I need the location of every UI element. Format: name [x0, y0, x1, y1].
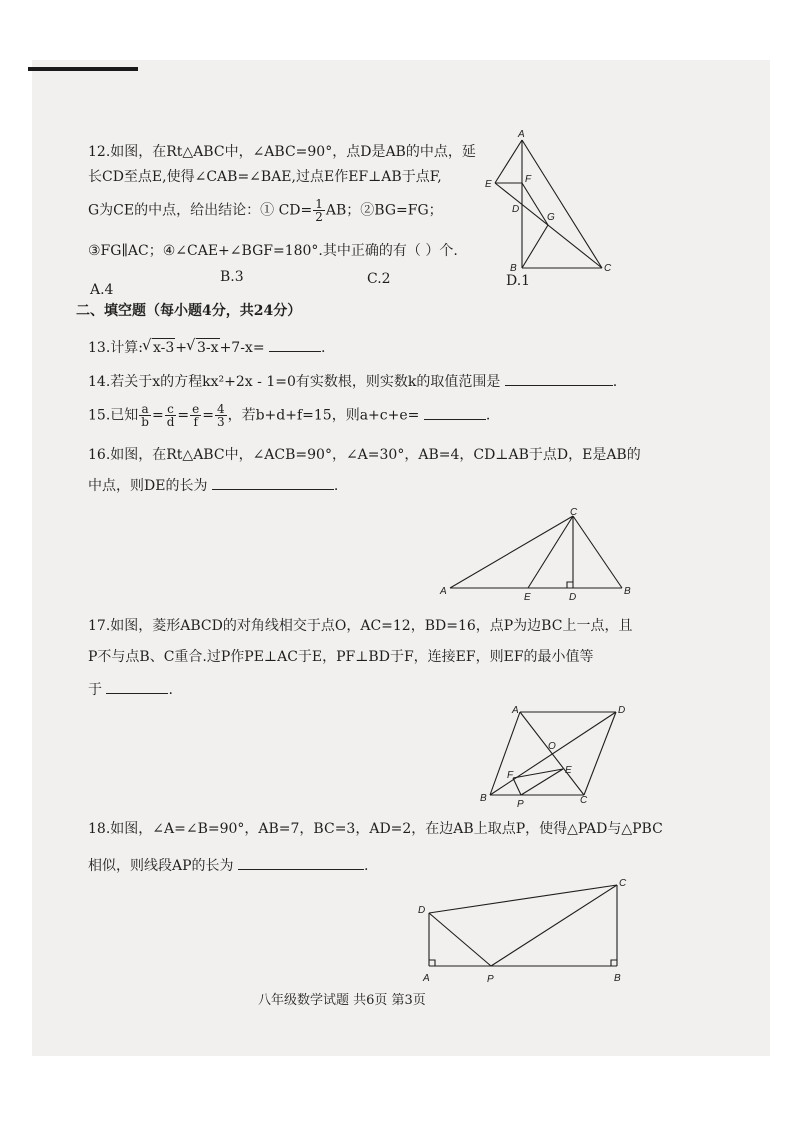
q18-answer-blank[interactable] — [238, 856, 364, 870]
q15-eq-2: = — [177, 407, 190, 424]
q16-line1: 16.如图，在Rt△ABC中，∠ACB=90°，∠A=30°，AB=4，CD⊥AB于点D，E是AB的 — [88, 447, 641, 463]
q15-frac-ef-num: e — [192, 402, 200, 416]
q15-frac-ef — [190, 403, 201, 428]
q12-line3-b: AB；②BG=FG； — [325, 202, 443, 219]
q17-label-c: C — [580, 795, 588, 806]
q18-line1: 18.如图，∠A=∠B=90°，AB=7，BC=3，AD=2，在边AB上取点P，使得△PAD与△PBC — [88, 821, 663, 837]
q12-label-g: G — [547, 212, 555, 223]
q13-radical-2: √ 3-x — [196, 338, 220, 357]
q15-eq-3: = — [202, 407, 214, 424]
q17-line2: P不与点B、C重合.过P作PE⊥AC于E，PF⊥BD于F，连接EF，则EF的最小值等 — [88, 649, 594, 665]
q17-label-d: D — [618, 705, 626, 716]
q15-frac-cd-num: c — [165, 403, 177, 416]
q12-option-d[interactable]: D.1 — [506, 273, 531, 289]
q18-label-d: D — [418, 905, 426, 916]
q17-figure — [478, 703, 638, 809]
q18-line2-text: 相似，则线段AP的长为 — [88, 858, 234, 874]
q12-option-c[interactable]: C.2 — [367, 271, 391, 287]
q12-line3 — [88, 198, 443, 223]
q12-label-e: E — [485, 179, 492, 190]
q15-frac-ab-den: b — [141, 415, 149, 429]
q15-line: 15.已知 $\frac{a}{b}$ = $\frac{c}{d}$ = $\frac{e}{f}$ = $\frac{4}{3}$ ，若b+d+f=15，则a+c+e= . — [88, 402, 491, 429]
section-title: 二、填空题（每小题4分，共24分） — [76, 303, 302, 319]
q12-option-b[interactable]: B.3 — [220, 269, 244, 285]
q12-figure — [480, 128, 620, 278]
q17-label-f: F — [507, 770, 514, 781]
q16-line2: 中点，则DE的长为 . — [88, 478, 339, 494]
q12-line2: 长CD至点E,使得∠CAB=∠BAE,过点E作EF⊥AB于点F, — [88, 169, 442, 185]
q18-line2: 相似，则线段AP的长为 . — [88, 858, 369, 874]
q12-seg-bg — [522, 225, 548, 268]
q16-line2-text: 中点，则DE的长为 — [88, 478, 208, 494]
q15-suffix: ，若b+d+f=15，则a+c+e= — [227, 407, 420, 424]
q16-seg-bc — [573, 516, 622, 588]
q17-label-e: E — [565, 765, 572, 776]
q12-line4: ③FG∥AC；④∠CAE+∠BGF=180°.其中正确的有（ ）个. — [88, 243, 458, 259]
q18-seg-dp — [429, 913, 491, 966]
q15-eq-1: = — [151, 407, 164, 424]
q17-line3-text: 于 — [88, 682, 102, 698]
q12-label-c: C — [604, 263, 612, 274]
q13-suffix: +7-x= — [219, 340, 265, 356]
q12-fraction — [313, 198, 325, 223]
q16-label-d: D — [569, 592, 577, 603]
q12-option-a[interactable]: A.4 — [90, 282, 114, 298]
q15-frac-ef-den: f — [193, 415, 198, 429]
q15-answer-blank[interactable] — [424, 406, 486, 420]
q17-line1: 17.如图，菱形ABCD的对角线相交于点O，AC=12，BD=16，点P为边BC上一点，且 — [88, 618, 633, 634]
q17-seg-ac — [520, 712, 584, 795]
q16-label-c: C — [570, 507, 578, 518]
q15-frac-43-den: 3 — [216, 415, 225, 429]
q17-label-p: P — [517, 799, 524, 810]
q13-answer-blank[interactable] — [269, 338, 321, 352]
q12-label-f: F — [525, 174, 532, 185]
q16-seg-ac — [450, 516, 573, 588]
q12-seg-ec — [495, 183, 602, 268]
q17-answer-blank[interactable] — [106, 680, 168, 694]
q15-frac-43-num: 4 — [216, 402, 225, 416]
page-footer: 八年级数学试题 共6页 第3页 — [258, 993, 426, 1008]
q12-line3-a: G为CE的中点，给出结论：① CD= — [88, 202, 313, 219]
q14-line: 14.若关于x的方程kx²+2x - 1=0有实数根，则实数k的取值范围是 . — [88, 374, 618, 390]
q12-label-d: D — [512, 204, 520, 215]
q13-radical-1: √ x-3 — [152, 338, 175, 357]
q15-frac-ab-num: a — [139, 403, 151, 416]
q12-label-a: A — [518, 129, 525, 140]
q15-frac-cd — [165, 403, 177, 428]
q18-right-angle-a — [429, 960, 435, 966]
q15-frac-cd-den: d — [166, 415, 175, 429]
q17-label-a: A — [512, 705, 519, 716]
q13-line: 13.计算:√ x-3+√ 3-x+7-x= . — [88, 338, 325, 357]
q18-label-a: A — [423, 973, 430, 984]
q18-label-b: B — [614, 973, 621, 984]
q14-text: 14.若关于x的方程kx²+2x - 1=0有实数根，则实数k的取值范围是 — [88, 374, 501, 390]
q16-figure — [440, 507, 640, 603]
q12-seg-ae — [495, 140, 522, 183]
q14-answer-blank[interactable] — [505, 372, 613, 386]
q17-seg-pf — [513, 778, 521, 795]
q18-seg-dc — [429, 885, 617, 913]
q12-line1: 12.如图，在Rt△ABC中，∠ABC=90°，点D是AB的中点，延 — [88, 144, 476, 160]
header-rule — [28, 67, 138, 71]
q15-frac-ab — [139, 403, 151, 428]
q16-right-angle-mark — [567, 582, 573, 588]
q12-seg-fg — [522, 183, 548, 225]
q12-frac-den: 2 — [315, 210, 323, 224]
q16-label-a: A — [440, 586, 447, 597]
q16-answer-blank[interactable] — [212, 476, 334, 490]
q18-seg-pc — [491, 885, 617, 966]
q16-label-e: E — [524, 592, 531, 603]
q13-prefix: 13.计算: — [88, 340, 143, 356]
q17-seg-bd — [490, 712, 616, 795]
q18-figure — [414, 873, 636, 985]
q18-label-p: P — [487, 974, 494, 985]
q13-plus: + — [175, 340, 188, 356]
q15-prefix: 15.已知 — [88, 407, 139, 424]
q16-seg-ce — [528, 516, 573, 588]
q17-line3: 于 . — [88, 682, 173, 698]
q18-right-angle-b — [611, 960, 617, 966]
q12-label-b: B — [510, 263, 517, 274]
q15-frac-43 — [215, 403, 227, 428]
q17-label-b: B — [480, 793, 487, 804]
q12-frac-num: 1 — [315, 197, 323, 211]
q18-label-c: C — [619, 878, 627, 889]
q16-label-b: B — [624, 586, 631, 597]
q17-seg-dc — [584, 712, 616, 795]
q17-label-o: O — [548, 741, 556, 752]
